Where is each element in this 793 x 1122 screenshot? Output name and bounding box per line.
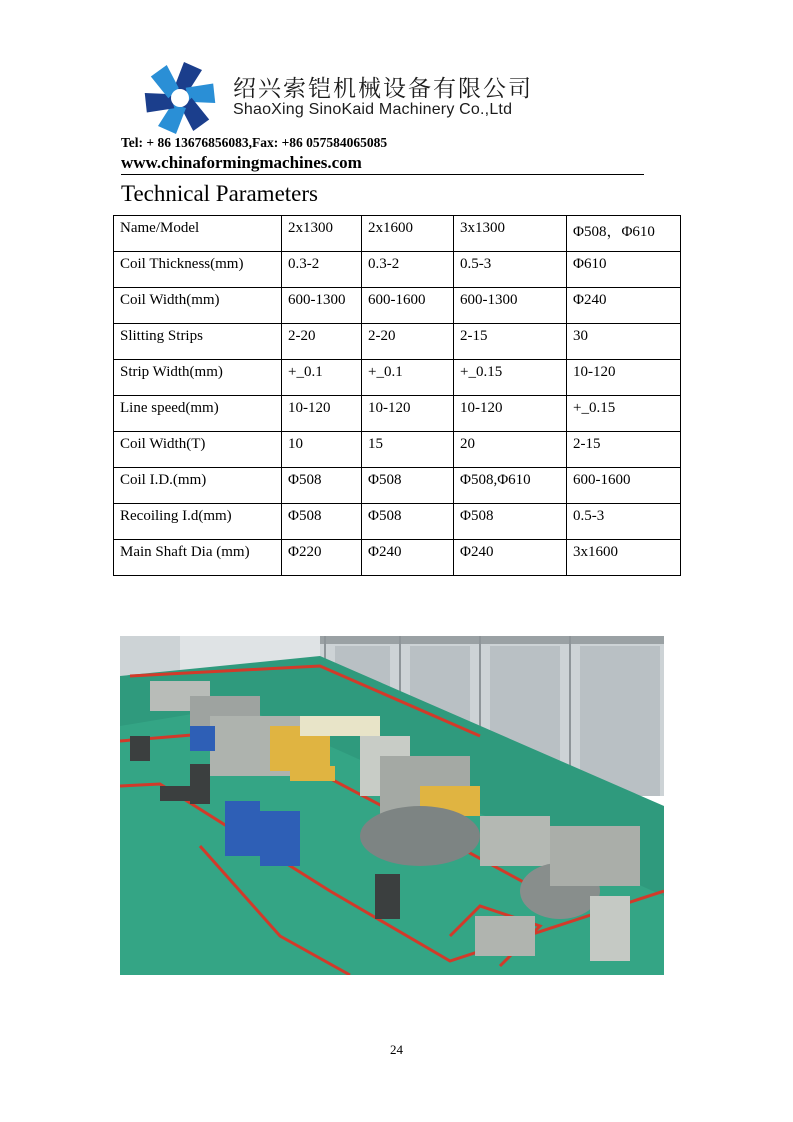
row-label-cell: Strip Width(mm)	[114, 360, 282, 396]
value-cell: Φ508,Φ610	[454, 468, 567, 504]
value-cell: Φ508，Φ610	[567, 216, 681, 252]
row-label-cell: Main Shaft Dia (mm)	[114, 540, 282, 576]
row-label-cell: Coil Width(T)	[114, 432, 282, 468]
value-cell: 600-1600	[567, 468, 681, 504]
header-divider	[121, 174, 644, 175]
value-cell: 3x1600	[567, 540, 681, 576]
table-row	[114, 540, 681, 576]
value-cell: 600-1300	[454, 288, 567, 324]
website-link[interactable]: www.chinaformingmachines.com	[121, 153, 362, 172]
slitting-line-photo	[120, 636, 664, 975]
value-cell: Φ240	[567, 288, 681, 324]
value-cell: Φ610	[567, 252, 681, 288]
row-label-cell: Slitting Strips	[114, 324, 282, 360]
table-row	[114, 396, 681, 432]
value-cell: 10	[282, 432, 362, 468]
table-row	[114, 432, 681, 468]
value-cell: 2-15	[454, 324, 567, 360]
value-cell: 600-1300	[282, 288, 362, 324]
value-cell: 0.5-3	[454, 252, 567, 288]
company-name-en: ShaoXing SinoKaid Machinery Co.,Ltd	[233, 101, 513, 118]
pinwheel-logo-icon	[140, 60, 220, 136]
row-label-cell: Coil Thickness(mm)	[114, 252, 282, 288]
value-cell: +_0.1	[362, 360, 454, 396]
value-cell: +_0.15	[454, 360, 567, 396]
value-cell: 0.3-2	[362, 252, 454, 288]
value-cell: 15	[362, 432, 454, 468]
table-row	[114, 252, 681, 288]
row-label-cell: Line speed(mm)	[114, 396, 282, 432]
table-row	[114, 468, 681, 504]
value-cell: 10-120	[362, 396, 454, 432]
value-cell: Φ508	[362, 468, 454, 504]
value-cell: 2-20	[282, 324, 362, 360]
technical-parameters-table	[113, 215, 681, 576]
value-cell: 3x1300	[454, 216, 567, 252]
value-cell: 30	[567, 324, 681, 360]
row-label-cell: Coil Width(mm)	[114, 288, 282, 324]
row-label-cell: Recoiling I.d(mm)	[114, 504, 282, 540]
contact-info: Tel: + 86 13676856083,Fax: +86 057584065085	[121, 135, 388, 150]
value-cell: 0.5-3	[567, 504, 681, 540]
value-cell: 0.3-2	[282, 252, 362, 288]
value-cell: 10-120	[567, 360, 681, 396]
value-cell: Φ508	[454, 504, 567, 540]
value-cell: 2-15	[567, 432, 681, 468]
value-cell: Φ240	[362, 540, 454, 576]
company-name-cn: 绍兴索铠机械设备有限公司	[233, 76, 533, 102]
value-cell: Φ220	[282, 540, 362, 576]
table-row	[114, 216, 681, 252]
value-cell: 2-20	[362, 324, 454, 360]
value-cell: 600-1600	[362, 288, 454, 324]
table-row	[114, 324, 681, 360]
value-cell: Φ240	[454, 540, 567, 576]
value-cell: Φ508	[282, 468, 362, 504]
value-cell: 2x1600	[362, 216, 454, 252]
company-logo	[140, 60, 220, 136]
value-cell: +_0.15	[567, 396, 681, 432]
row-label-cell: Coil I.D.(mm)	[114, 468, 282, 504]
table-row	[114, 504, 681, 540]
value-cell: 10-120	[454, 396, 567, 432]
factory-photo-image	[120, 636, 664, 975]
table-row	[114, 360, 681, 396]
section-title: Technical Parameters	[121, 181, 318, 206]
value-cell: 20	[454, 432, 567, 468]
value-cell: Φ508	[362, 504, 454, 540]
value-cell: +_0.1	[282, 360, 362, 396]
value-cell: Φ508	[282, 504, 362, 540]
value-cell: 2x1300	[282, 216, 362, 252]
table-row	[114, 288, 681, 324]
row-label-cell: Name/Model	[114, 216, 282, 252]
page-number: 24	[390, 1042, 403, 1057]
value-cell: 10-120	[282, 396, 362, 432]
